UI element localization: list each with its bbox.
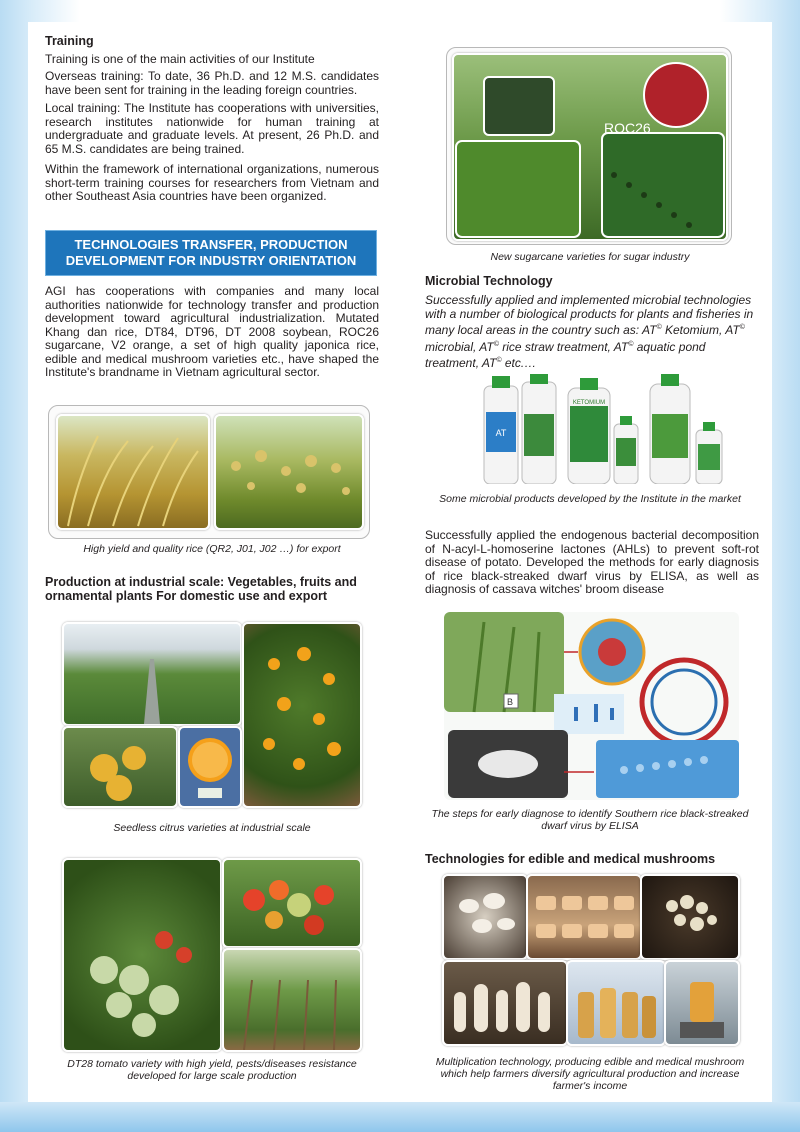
microbial-text-p4: aquatic pond treatment, AT xyxy=(425,339,706,370)
orange-slice-graphic xyxy=(180,728,240,806)
tomato-cluster-photo xyxy=(222,858,362,948)
training-title: Training xyxy=(45,34,94,48)
mushroom-5-graphic xyxy=(568,962,664,1044)
citrus-caption: Seedless citrus varieties at industrial scale xyxy=(113,822,311,834)
orange-fruits-graphic xyxy=(244,624,360,806)
bottle-ketomium-label: KETOMIUM xyxy=(572,400,606,406)
tomato-plant-graphic xyxy=(64,860,220,1050)
microbial-text-p3: rice straw treatment, AT xyxy=(498,339,629,354)
greenhouse-graphic xyxy=(64,624,240,724)
citrus-fruit-graphic xyxy=(64,728,176,806)
mushroom-4-graphic xyxy=(444,962,566,1044)
copyright-mark-4: © xyxy=(628,340,634,348)
citrus-fruit-photo xyxy=(62,726,178,808)
training-framework: Within the framework of international organizations, numerous short-term training courses for researchers from Vietnam and other Southeast Asia countries have been organized. xyxy=(45,162,379,203)
sugarcane-caption: New sugarcane varieties for sugar industry xyxy=(490,251,690,263)
elisa-caption: The steps for early diagnose to identify Southern rice black-streaked dwarf virus by ELISA xyxy=(431,808,749,832)
training-intro: Training is one of the main activities of our Institute xyxy=(45,52,315,66)
tomato-caption: DT28 tomato variety with high yield, pests/diseases resistance developed for large scale production xyxy=(67,1058,357,1082)
bottom-band xyxy=(0,1102,800,1132)
copyright-mark-1: © xyxy=(656,324,662,331)
production-title: Production at industrial scale: Vegetables, fruits and ornamental plants For domestic use and export xyxy=(45,575,357,603)
copyright-mark-5: © xyxy=(496,357,502,364)
tomato-plant-photo xyxy=(62,858,222,1052)
microbial-bottles-photo xyxy=(480,374,740,484)
greenhouse-photo xyxy=(62,622,242,726)
mushroom-3-graphic xyxy=(642,876,738,958)
roc-label: ROC26 xyxy=(604,120,651,136)
tomato-field-graphic xyxy=(224,950,360,1050)
mushroom-caption: Multiplication technology, producing edible and medical mushroom which help farmers diversify agricultural production and increase farmer's income xyxy=(435,1056,745,1092)
sugarcane-photo xyxy=(452,53,728,241)
orange-tree-photo xyxy=(242,622,362,808)
elisa-b-label: B xyxy=(507,697,514,707)
elisa-graphic xyxy=(444,612,739,800)
tomato-field-photo xyxy=(222,948,362,1052)
microbial-text-p1: Ketomium, AT xyxy=(661,323,740,337)
rice-field-graphic xyxy=(216,416,362,528)
tomato-cluster-graphic xyxy=(224,860,360,946)
mushroom-photo-5 xyxy=(566,960,666,1046)
rice-caption: High yield and quality rice (QR2, J01, J02 …) for export xyxy=(83,543,341,555)
orange-slice-photo xyxy=(178,726,242,808)
mushroom-2-graphic xyxy=(528,876,640,958)
microbial-text-p2: microbial, AT xyxy=(425,339,494,354)
elisa-photo xyxy=(444,612,739,800)
microbial-text-a: Successfully applied and implemented microbial technologies with a number of biological products for plants and fisheries in many local areas in the country such as: AT xyxy=(425,293,754,337)
bacterial-text: Successfully applied the endogenous bacterial decomposition of N-acyl-L-homoserine lactones (AHLs) to prevent soft-rot disease of potato. Developed the methods for early diagnosis of rice black-streaked dwarf virus by ELISA, as well as diagnosis of cassava witches' broom disease xyxy=(425,528,759,596)
bottle-at-label: AT xyxy=(495,428,507,438)
mushroom-photo-4 xyxy=(442,960,568,1046)
microbial-caption: Some microbial products developed by the Institute in the market xyxy=(439,493,741,505)
mushroom-photo-6 xyxy=(664,960,740,1046)
mushroom-photo-3 xyxy=(640,874,740,960)
mushroom-title: Technologies for edible and medical mushrooms xyxy=(425,852,716,866)
sugarcane-graphic xyxy=(454,55,726,239)
training-overseas: Overseas training: To date, 36 Ph.D. and 12 M.S. candidates have been sent for training in the leading foreign countries. xyxy=(45,69,379,97)
rice-stalks-graphic xyxy=(58,416,208,528)
rice-photo-1 xyxy=(56,414,210,530)
copyright-mark-2: © xyxy=(739,324,745,331)
rice-photo-2 xyxy=(214,414,364,530)
banner-line-1: TECHNOLOGIES TRANSFER, PRODUCTION xyxy=(74,237,348,252)
agi-text: AGI has cooperations with companies and many local authorities nationwide for technology transfer and production development toward agricultural industrialization. Mutated Khang dan rice, DT84, DT96, DT 2008 soybean, ROC26 sugarcane, V2 orange, a set of high quality japonica rice, edible and medical mushroom varieties etc., have shaped the Institute's brandname in Vietnam agricultural sector. xyxy=(45,284,379,379)
mushroom-photo-2 xyxy=(526,874,642,960)
mushroom-1-graphic xyxy=(444,876,526,958)
bottles-graphic xyxy=(480,374,740,484)
microbial-title: Microbial Technology xyxy=(425,274,553,288)
mushroom-photo-1 xyxy=(442,874,528,960)
training-local: Local training: The Institute has cooperations with universities, research institutes nationwide for human training at undergraduate and graduate levels. At present, 26 Ph.D. and 65 M.S. candidates are being trained. xyxy=(45,101,379,156)
section-banner xyxy=(45,230,377,276)
brochure-page xyxy=(28,22,772,1104)
mushroom-6-graphic xyxy=(666,962,738,1044)
microbial-text xyxy=(425,294,759,371)
banner-line-2: DEVELOPMENT FOR INDUSTRY ORIENTATION xyxy=(65,253,357,268)
microbial-text-p5: etc.… xyxy=(501,356,537,370)
copyright-mark-3: © xyxy=(493,340,499,348)
